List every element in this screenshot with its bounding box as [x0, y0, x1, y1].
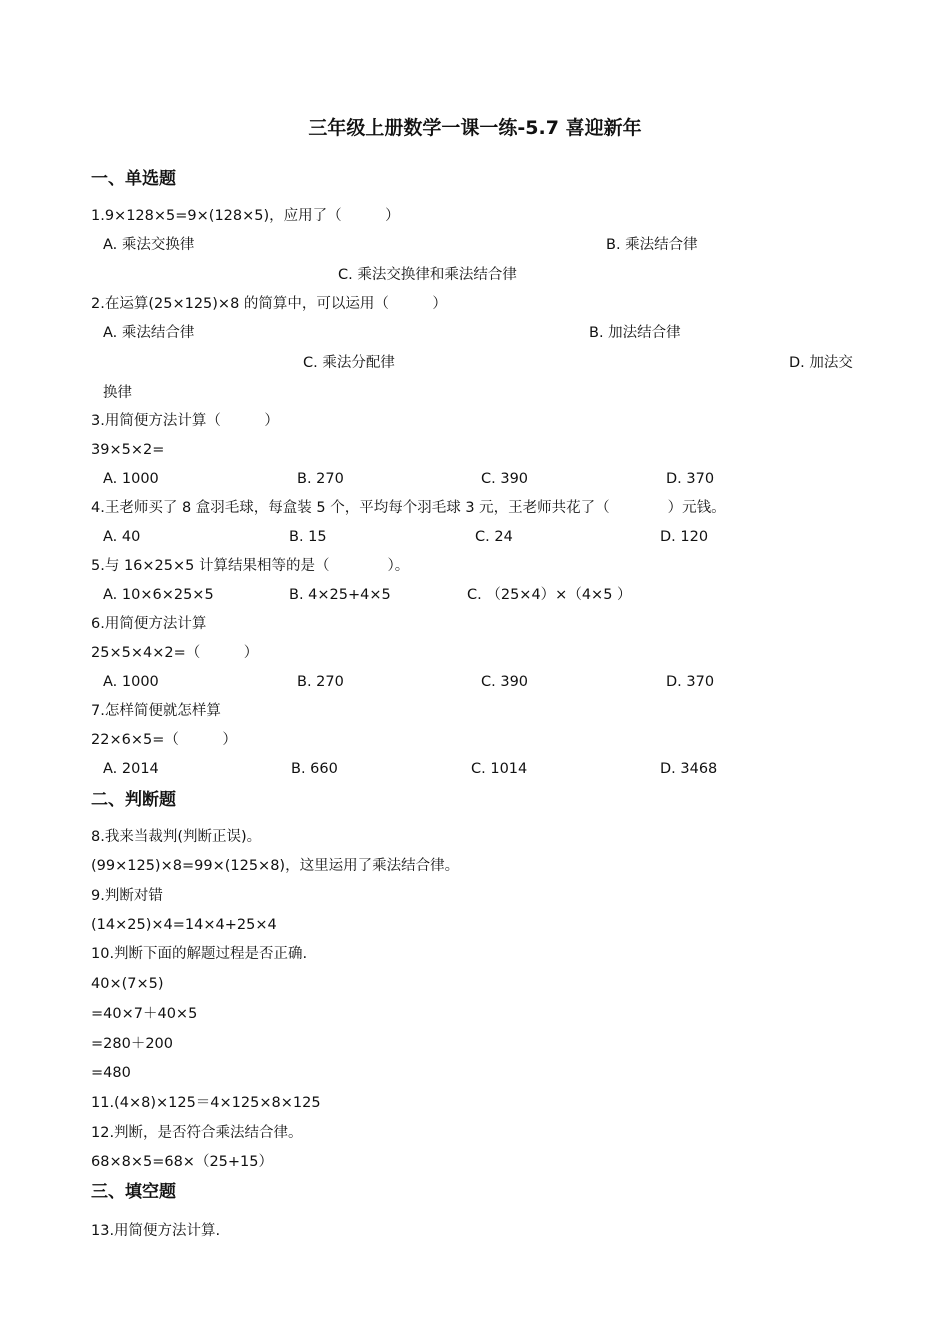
question-7-option-c: C. 1014	[471, 761, 528, 777]
question-4-option-c: C. 24	[475, 529, 513, 545]
question-5-stem: 5.与 16×25×5 计算结果相等的是（ ）。	[91, 558, 410, 574]
question-3-option-b: B. 270	[297, 471, 344, 487]
question-6-option-c: C. 390	[481, 674, 529, 690]
question-6-stem: 6.用简便方法计算	[91, 616, 207, 632]
question-6-expression: 25×5×4×2=（ ）	[91, 645, 259, 661]
question-13-stem: 13.用简便方法计算.	[91, 1223, 221, 1239]
question-11-stem: 11.(4×8)×125＝4×125×8×125	[91, 1095, 321, 1111]
question-5-option-a: A. 10×6×25×5	[103, 587, 214, 603]
question-10-line-1: 40×(7×5)	[91, 976, 164, 992]
question-6-option-b: B. 270	[297, 674, 344, 690]
section-heading-fill-blank: 三、填空题	[91, 1182, 176, 1202]
question-1-option-c: C. 乘法交换律和乘法结合律	[338, 267, 517, 283]
question-7-option-b: B. 660	[291, 761, 338, 777]
question-12-stem: 12.判断，是否符合乘法结合律。	[91, 1125, 303, 1141]
question-3-option-d: D. 370	[666, 471, 715, 487]
question-9-expression: (14×25)×4=14×4+25×4	[91, 917, 277, 933]
question-3-option-a: A. 1000	[103, 471, 159, 487]
page-title: 三年级上册数学一课一练-5.7 喜迎新年	[308, 117, 642, 139]
question-3-expression: 39×5×2=	[91, 442, 165, 458]
question-6-option-d: D. 370	[666, 674, 715, 690]
question-7-option-a: A. 2014	[103, 761, 159, 777]
question-5-option-c: C. （25×4）×（4×5 ）	[467, 587, 632, 603]
question-4-option-b: B. 15	[289, 529, 327, 545]
question-9-stem: 9.判断对错	[91, 888, 163, 904]
question-10-line-3: =280＋200	[91, 1036, 174, 1052]
question-8-stem: 8.我来当裁判(判断正误)。	[91, 829, 262, 845]
question-2-option-a: A. 乘法结合律	[103, 325, 195, 341]
question-4-stem: 4.王老师买了 8 盒羽毛球，每盒装 5 个，平均每个羽毛球 3 元，王老师共花了（ ）元钱。	[91, 500, 726, 516]
question-7-expression: 22×6×5=（ ）	[91, 732, 237, 748]
question-6-option-a: A. 1000	[103, 674, 159, 690]
question-2-stem: 2.在运算(25×125)×8 的简算中，可以运用（ ）	[91, 296, 447, 312]
question-1-stem: 1.9×128×5=9×(128×5)，应用了（ ）	[91, 208, 400, 224]
question-2-option-d: D. 加法交	[789, 355, 853, 371]
question-4-option-d: D. 120	[660, 529, 709, 545]
question-10-line-4: =480	[91, 1065, 131, 1081]
question-4-option-a: A. 40	[103, 529, 141, 545]
question-3-stem: 3.用简便方法计算（ ）	[91, 413, 279, 429]
question-3-option-c: C. 390	[481, 471, 529, 487]
question-10-line-2: =40×7＋40×5	[91, 1006, 198, 1022]
question-10-stem: 10.判断下面的解题过程是否正确.	[91, 946, 308, 962]
question-5-option-b: B. 4×25+4×5	[289, 587, 391, 603]
section-heading-true-false: 二、判断题	[91, 790, 176, 810]
question-2-option-c: C. 乘法分配律	[303, 355, 395, 371]
section-heading-single-choice: 一、单选题	[91, 169, 176, 189]
question-2-option-d-continued: 换律	[103, 385, 132, 401]
question-2-option-b: B. 加法结合律	[589, 325, 681, 341]
question-8-expression: (99×125)×8=99×(125×8)，这里运用了乘法结合律。	[91, 858, 460, 874]
question-7-option-d: D. 3468	[660, 761, 718, 777]
question-1-option-b: B. 乘法结合律	[606, 237, 698, 253]
question-1-option-a: A. 乘法交换律	[103, 237, 195, 253]
question-12-expression: 68×8×5=68×（25+15）	[91, 1154, 274, 1170]
question-7-stem: 7.怎样简便就怎样算	[91, 703, 221, 719]
